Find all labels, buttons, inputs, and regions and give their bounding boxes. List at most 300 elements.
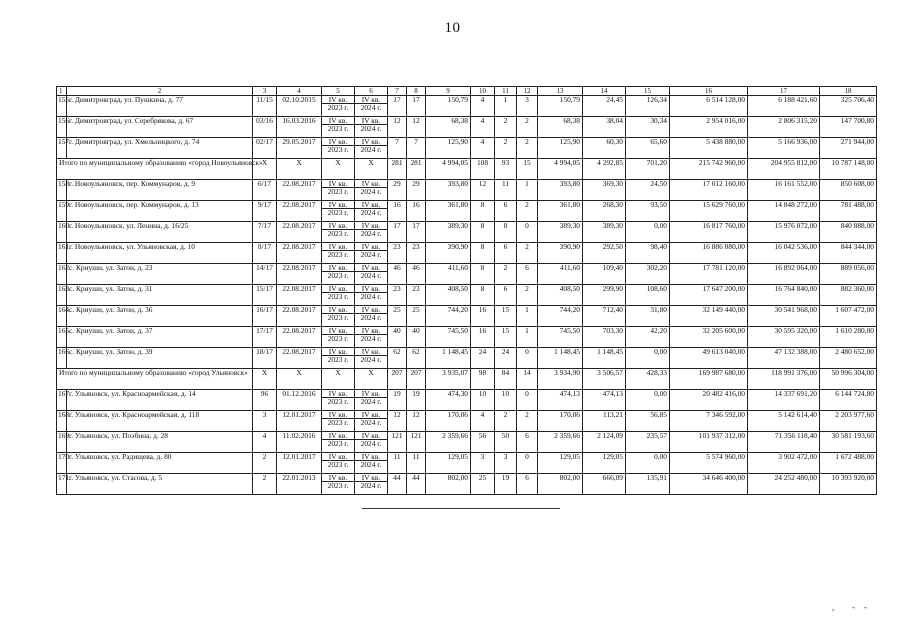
value-cell: 84	[495, 369, 517, 390]
value-cell: 393,80	[538, 180, 583, 201]
value-cell: 16	[388, 201, 407, 222]
value-cell: 207	[407, 369, 426, 390]
row-number: 167.	[57, 390, 67, 411]
value-cell: 16	[407, 201, 426, 222]
value-cell: 2 954 016,00	[670, 117, 748, 138]
value-cell: 745,50	[538, 327, 583, 348]
column-number: 7	[388, 87, 407, 96]
row-number: 162.	[57, 264, 67, 285]
table-row	[57, 201, 877, 222]
value-cell: 109,40	[583, 264, 626, 285]
value-cell: 18/17	[253, 348, 277, 369]
value-cell: 125,90	[426, 138, 471, 159]
value-cell: 16 817 760,00	[670, 222, 748, 243]
start-period-cell	[322, 474, 355, 495]
value-cell: 16	[471, 306, 495, 327]
period-value: IV кв. 2023 г.	[324, 411, 352, 426]
value-cell: 03/16	[253, 117, 277, 138]
housing-table	[56, 86, 877, 495]
period-value: IV кв. 2024 г.	[357, 285, 385, 300]
address-cell: с. Криуши, ул. Затон, д. 31	[67, 285, 253, 306]
value-cell: 744,20	[426, 306, 471, 327]
period-value: IV кв. 2024 г.	[357, 138, 385, 153]
value-cell: 411,60	[426, 264, 471, 285]
value-cell: 24,45	[583, 96, 626, 117]
value-cell: 169 987 680,00	[670, 369, 748, 390]
value-cell: 2	[517, 285, 538, 306]
value-cell: 0	[517, 222, 538, 243]
address-cell: с. Криуши, ул. Затон, д. 23	[67, 264, 253, 285]
value-cell: 5 438 880,00	[670, 138, 748, 159]
address-cell: г. Димитровград, ул. Хмельницкого, д. 74	[67, 138, 253, 159]
period-value: IV кв. 2024 г.	[357, 390, 385, 405]
period-value: IV кв. 2023 г.	[324, 264, 352, 279]
column-number: 2	[67, 87, 253, 96]
value-cell: 16 042 536,00	[748, 243, 820, 264]
value-cell: 108	[471, 159, 495, 180]
value-cell: 4 994,05	[426, 159, 471, 180]
value-cell: 135,91	[626, 474, 670, 495]
value-cell: 2 359,66	[426, 432, 471, 453]
value-cell: 22.08.2017	[277, 201, 322, 222]
table-row	[57, 327, 877, 348]
address-cell: г. Ульяновск, ул. Красноармейская, д. 14	[67, 390, 253, 411]
page-number: 10	[444, 20, 461, 36]
value-cell: 68,38	[538, 117, 583, 138]
value-cell: 4	[471, 117, 495, 138]
value-cell: 23	[388, 243, 407, 264]
subtotal-label: Итого по муниципальному образованию «город Новоульяновск»	[57, 159, 253, 180]
value-cell: 6 188 421,60	[748, 96, 820, 117]
value-cell: X	[277, 369, 322, 390]
value-cell: 268,30	[583, 201, 626, 222]
value-cell: 12.01.2017	[277, 411, 322, 432]
value-cell: 12	[388, 411, 407, 432]
value-cell: 17	[407, 96, 426, 117]
value-cell: 8	[471, 243, 495, 264]
start-period-cell	[322, 117, 355, 138]
value-cell: 22.08.2017	[277, 327, 322, 348]
value-cell: 1 148,45	[583, 348, 626, 369]
value-cell: 7	[388, 138, 407, 159]
row-number: 158.	[57, 180, 67, 201]
value-cell: 0	[517, 390, 538, 411]
start-period-cell	[322, 138, 355, 159]
value-cell: 393,80	[426, 180, 471, 201]
period-value: IV кв. 2024 г.	[357, 180, 385, 195]
column-number: 13	[538, 87, 583, 96]
value-cell: 32 205 600,00	[670, 327, 748, 348]
value-cell: 22.08.2017	[277, 222, 322, 243]
end-period-cell	[355, 117, 388, 138]
value-cell: 113,21	[583, 411, 626, 432]
period-value: IV кв. 2023 г.	[324, 222, 352, 237]
value-cell: 49 613 040,00	[670, 348, 748, 369]
value-cell: 60,30	[583, 138, 626, 159]
value-cell: 0,00	[626, 348, 670, 369]
value-cell: 170,06	[426, 411, 471, 432]
start-period-cell	[322, 285, 355, 306]
value-cell: 22.08.2017	[277, 264, 322, 285]
start-period-cell	[322, 411, 355, 432]
column-number: 12	[517, 87, 538, 96]
value-cell: 802,00	[426, 474, 471, 495]
value-cell: 844 344,00	[820, 243, 877, 264]
value-cell: 428,33	[626, 369, 670, 390]
value-cell: 68,38	[426, 117, 471, 138]
value-cell: 22.01.2013	[277, 474, 322, 495]
value-cell: 14	[517, 369, 538, 390]
subtotal-label: Итого по муниципальному образованию «город Ульяновск»	[57, 369, 253, 390]
start-period-cell	[322, 222, 355, 243]
value-cell: 302,20	[626, 264, 670, 285]
column-number: 3	[253, 87, 277, 96]
value-cell: 126,34	[626, 96, 670, 117]
period-value: IV кв. 2023 г.	[324, 180, 352, 195]
value-cell: 44	[407, 474, 426, 495]
value-cell: 850 608,00	[820, 180, 877, 201]
address-cell: г. Димитровград, ул. Серебрякова, д. 67	[67, 117, 253, 138]
table-row	[57, 180, 877, 201]
address-cell: г. Новоульяновск, пер. Коммунаров, д. 9	[67, 180, 253, 201]
period-value: IV кв. 2023 г.	[324, 306, 352, 321]
row-number: 169.	[57, 432, 67, 453]
value-cell: 3	[495, 453, 517, 474]
subtotal-row	[57, 369, 877, 390]
value-cell: 170,06	[538, 411, 583, 432]
value-cell: 11	[407, 453, 426, 474]
value-cell: 101 937 312,00	[670, 432, 748, 453]
value-cell: 2	[495, 138, 517, 159]
value-cell: 31,80	[626, 306, 670, 327]
value-cell: 22.08.2017	[277, 180, 322, 201]
start-period-cell	[322, 96, 355, 117]
table-row	[57, 474, 877, 495]
end-period-cell	[355, 96, 388, 117]
value-cell: 02/17	[253, 138, 277, 159]
value-cell: 2 203 977,60	[820, 411, 877, 432]
value-cell: 4	[253, 432, 277, 453]
value-cell: 0,00	[626, 453, 670, 474]
row-number: 164.	[57, 306, 67, 327]
value-cell: 6 514 128,00	[670, 96, 748, 117]
end-period-cell	[355, 201, 388, 222]
value-cell: 7	[407, 138, 426, 159]
value-cell: 204 955 812,00	[748, 159, 820, 180]
period-value: IV кв. 2024 г.	[357, 264, 385, 279]
value-cell: 10	[495, 390, 517, 411]
value-cell: 93,50	[626, 201, 670, 222]
value-cell: 8	[495, 222, 517, 243]
value-cell: 16	[471, 327, 495, 348]
period-value: IV кв. 2024 г.	[357, 432, 385, 447]
end-period-cell	[355, 411, 388, 432]
value-cell: 3 506,57	[583, 369, 626, 390]
table-row	[57, 117, 877, 138]
value-cell: 2	[253, 453, 277, 474]
value-cell: 474,13	[538, 390, 583, 411]
value-cell: 2	[517, 411, 538, 432]
value-cell: 19	[495, 474, 517, 495]
value-cell: 235,57	[626, 432, 670, 453]
table-row	[57, 390, 877, 411]
value-cell: 3 935,07	[426, 369, 471, 390]
value-cell: 361,80	[426, 201, 471, 222]
value-cell: 2 806 315,20	[748, 117, 820, 138]
start-period-cell	[322, 327, 355, 348]
value-cell: 12	[388, 117, 407, 138]
value-cell: 71 356 118,40	[748, 432, 820, 453]
period-value: IV кв. 2023 г.	[324, 201, 352, 216]
period-value: IV кв. 2023 г.	[324, 117, 352, 132]
value-cell: 666,09	[583, 474, 626, 495]
value-cell: 40	[388, 327, 407, 348]
value-cell: 1	[495, 96, 517, 117]
value-cell: 47 132 388,00	[748, 348, 820, 369]
subtotal-row	[57, 159, 877, 180]
row-number: 157.	[57, 138, 67, 159]
value-cell: 2	[495, 117, 517, 138]
column-number: 15	[626, 87, 670, 96]
end-period-cell	[355, 453, 388, 474]
value-cell: 125,90	[538, 138, 583, 159]
value-cell: 8	[471, 222, 495, 243]
period-value: IV кв. 2024 г.	[357, 306, 385, 321]
value-cell: 474,13	[583, 390, 626, 411]
value-cell: 4 994,05	[538, 159, 583, 180]
value-cell: 3	[517, 96, 538, 117]
value-cell: 118 991 376,00	[748, 369, 820, 390]
column-number: 17	[748, 87, 820, 96]
period-value: IV кв. 2024 г.	[357, 348, 385, 363]
value-cell: 4	[471, 138, 495, 159]
column-number: 6	[355, 87, 388, 96]
period-value: IV кв. 2024 г.	[357, 96, 385, 111]
end-period-cell	[355, 327, 388, 348]
scan-mark: -	[852, 602, 855, 612]
value-cell: X	[253, 159, 277, 180]
column-number: 8	[407, 87, 426, 96]
end-period-cell	[355, 390, 388, 411]
value-cell: 6	[517, 264, 538, 285]
value-cell: 889 056,00	[820, 264, 877, 285]
value-cell: 22.08.2017	[277, 306, 322, 327]
period-value: IV кв. 2023 г.	[324, 243, 352, 258]
address-cell: г. Новоульяновск, ул. Ленина, д. 16/25	[67, 222, 253, 243]
start-period-cell	[322, 243, 355, 264]
period-value: IV кв. 2023 г.	[324, 138, 352, 153]
table-row	[57, 432, 877, 453]
end-period-cell	[355, 222, 388, 243]
value-cell: 6	[495, 201, 517, 222]
value-cell: 8	[471, 264, 495, 285]
value-cell: 17 781 120,00	[670, 264, 748, 285]
start-period-cell	[322, 201, 355, 222]
value-cell: 16 892 064,00	[748, 264, 820, 285]
column-number: 16	[670, 87, 748, 96]
value-cell: 701,20	[626, 159, 670, 180]
end-period-cell	[355, 243, 388, 264]
column-number: 14	[583, 87, 626, 96]
value-cell: X	[253, 369, 277, 390]
value-cell: 745,50	[426, 327, 471, 348]
value-cell: 22.08.2017	[277, 348, 322, 369]
row-number: 170.	[57, 453, 67, 474]
value-cell: 25	[407, 306, 426, 327]
value-cell: 17 647 200,00	[670, 285, 748, 306]
value-cell: 24 252 480,00	[748, 474, 820, 495]
value-cell: 8	[471, 201, 495, 222]
period-value: IV кв. 2023 г.	[324, 96, 352, 111]
value-cell: 29	[388, 180, 407, 201]
value-cell: 129,05	[538, 453, 583, 474]
value-cell: 129,05	[583, 453, 626, 474]
value-cell: 46	[388, 264, 407, 285]
period-value: IV кв. 2024 г.	[357, 474, 385, 489]
value-cell: 6	[517, 432, 538, 453]
value-cell: 2	[517, 201, 538, 222]
period-value: IV кв. 2023 г.	[324, 474, 352, 489]
row-number: 166.	[57, 348, 67, 369]
value-cell: 781 488,00	[820, 201, 877, 222]
value-cell: 11.02.2016	[277, 432, 322, 453]
value-cell: 2 480 652,00	[820, 348, 877, 369]
value-cell: 6/17	[253, 180, 277, 201]
value-cell: 12	[407, 117, 426, 138]
value-cell: 3 902 472,00	[748, 453, 820, 474]
row-number: 160.	[57, 222, 67, 243]
value-cell: 3	[253, 411, 277, 432]
value-cell: 0,00	[626, 222, 670, 243]
value-cell: 6 144 724,80	[820, 390, 877, 411]
period-value: IV кв. 2024 г.	[357, 222, 385, 237]
value-cell: 17 012 160,00	[670, 180, 748, 201]
value-cell: 32 149 440,00	[670, 306, 748, 327]
value-cell: 98	[471, 369, 495, 390]
value-cell: 389,30	[583, 222, 626, 243]
value-cell: 30 581 193,60	[820, 432, 877, 453]
address-cell: г. Димитровград, ул. Пушкина, д. 77	[67, 96, 253, 117]
value-cell: 10 787 148,00	[820, 159, 877, 180]
value-cell: 62	[407, 348, 426, 369]
end-period-cell	[355, 264, 388, 285]
address-cell: г. Ульяновск, ул. Поэбина, д. 28	[67, 432, 253, 453]
period-value: IV кв. 2024 г.	[357, 117, 385, 132]
value-cell: 5 166 936,00	[748, 138, 820, 159]
value-cell: 0	[517, 453, 538, 474]
end-period-cell	[355, 306, 388, 327]
table-row	[57, 264, 877, 285]
value-cell: 271 944,00	[820, 138, 877, 159]
table-row	[57, 138, 877, 159]
value-cell: 16/17	[253, 306, 277, 327]
value-cell: 215 742 960,00	[670, 159, 748, 180]
value-cell: 390,90	[538, 243, 583, 264]
start-period-cell	[322, 306, 355, 327]
table-row	[57, 96, 877, 117]
column-number: 18	[820, 87, 877, 96]
value-cell: 207	[388, 369, 407, 390]
end-period-cell	[355, 474, 388, 495]
value-cell: 15/17	[253, 285, 277, 306]
start-period-cell	[322, 180, 355, 201]
value-cell: 20 482 416,00	[670, 390, 748, 411]
scan-mark: -	[864, 602, 867, 612]
value-cell: 3 934,90	[538, 369, 583, 390]
value-cell: 7/17	[253, 222, 277, 243]
end-period-cell	[355, 180, 388, 201]
period-value: IV кв. 2024 г.	[357, 243, 385, 258]
value-cell: 16 764 840,00	[748, 285, 820, 306]
value-cell: 15	[495, 306, 517, 327]
table-row	[57, 222, 877, 243]
value-cell: 11	[495, 180, 517, 201]
value-cell: 4	[471, 411, 495, 432]
value-cell: 1 672 488,00	[820, 453, 877, 474]
row-number: 168.	[57, 411, 67, 432]
start-period-cell	[322, 453, 355, 474]
row-number: 159.	[57, 201, 67, 222]
value-cell: 96	[253, 390, 277, 411]
address-cell: с. Криуши, ул. Затон, д. 36	[67, 306, 253, 327]
value-cell: 12	[471, 180, 495, 201]
period-value: IV кв. 2023 г.	[324, 390, 352, 405]
value-cell: 29.05.2017	[277, 138, 322, 159]
value-cell: 1 607 472,00	[820, 306, 877, 327]
value-cell: 281	[407, 159, 426, 180]
value-cell: 281	[388, 159, 407, 180]
value-cell: 56	[471, 432, 495, 453]
value-cell: 02.10.2015	[277, 96, 322, 117]
address-cell: г. Новоульяновск, пер. Коммунаров, д. 13	[67, 201, 253, 222]
address-cell: г. Ульяновск, ул. Радищева, д. 80	[67, 453, 253, 474]
value-cell: 30 595 320,00	[748, 327, 820, 348]
period-value: IV кв. 2024 г.	[357, 453, 385, 468]
table-row	[57, 306, 877, 327]
value-cell: 17	[407, 222, 426, 243]
value-cell: 14 848 272,00	[748, 201, 820, 222]
value-cell: 5 142 614,40	[748, 411, 820, 432]
value-cell: 147 700,80	[820, 117, 877, 138]
row-number: 155.	[57, 96, 67, 117]
value-cell: 150,79	[538, 96, 583, 117]
row-number: 163.	[57, 285, 67, 306]
value-cell: 2 359,66	[538, 432, 583, 453]
value-cell: 2	[253, 474, 277, 495]
table-row	[57, 243, 877, 264]
value-cell: 17	[388, 96, 407, 117]
value-cell: 50 996 304,00	[820, 369, 877, 390]
end-period-cell	[355, 138, 388, 159]
value-cell: 1	[517, 180, 538, 201]
value-cell: X	[322, 159, 355, 180]
value-cell: 23	[388, 285, 407, 306]
start-period-cell	[322, 264, 355, 285]
value-cell: 292,50	[583, 243, 626, 264]
value-cell: 11/15	[253, 96, 277, 117]
row-number: 171.	[57, 474, 67, 495]
period-value: IV кв. 2023 г.	[324, 348, 352, 363]
value-cell: 42,20	[626, 327, 670, 348]
value-cell: 840 888,00	[820, 222, 877, 243]
value-cell: 38,04	[583, 117, 626, 138]
value-cell: 299,90	[583, 285, 626, 306]
value-cell: 25	[471, 474, 495, 495]
start-period-cell	[322, 390, 355, 411]
value-cell: 389,30	[426, 222, 471, 243]
column-number: 1	[57, 87, 67, 96]
value-cell: 9/17	[253, 201, 277, 222]
